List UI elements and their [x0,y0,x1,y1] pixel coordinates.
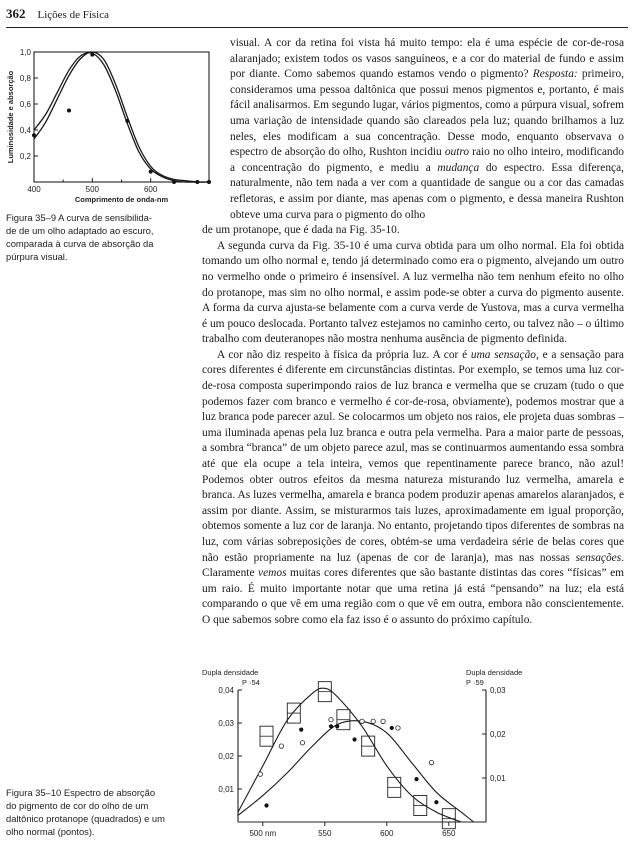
text-run: . Claramente [202,551,624,580]
running-header [6,5,628,28]
text-run: A segunda curva da Fig. 35-10 é uma curva obtida para um olho normal. Ela foi obtida tomando um olho normal e, tendo já determinado como era o pigmento, alvejando um outro no vermelho onde o primeiro é insensível. A luz vermelha não tem nenhum efeito no olho do protanope, mas sim no olho normal, e assim pode-se obter a curva do pigmento ausente. A forma da curva ajusta-se belamente com a curva verde de Yustova, mas a curva vermelha é um pouco deslocada. Portanto talvez estejamos no caminho certo, ou talvez não – o último trabalho com deuteranopes não mostra nenhuma ausência de pigmento definida. [202,239,624,346]
y-tick-label: 0,8 [19,74,31,83]
caption-line: Figura 35–9 A curva de sensibilida- [6,212,152,223]
italic-run: mudança [437,161,480,174]
data-point [67,109,71,113]
plot-frame [34,52,209,182]
open-dot [329,718,333,722]
open-dot [381,719,385,723]
italic-run: sensações [575,551,622,564]
data-point [149,170,153,174]
text-run: muitas cores diferentes que são bastante distintas das cores “físicas” em um raio. É muito importante notar que uma retina já está “pensando” na luz; ela está comparando o que vê em uma região com o que vê em outra, embora não conscientemente. O que sabemos sobre como ela faz isso é o assunto do próximo capítulo. [202,567,624,626]
left-axis-label: P ·54 [242,678,260,687]
running-title: Lições de Física [37,9,109,21]
x-tick-label: 500 nm [249,829,277,838]
open-dot [429,760,433,764]
x-axis-label: Comprimento de onda-nm [74,195,169,204]
normal-eye-dot [329,724,333,728]
normal-eye-dot [414,777,418,781]
data-point [195,180,199,184]
normal-eye-dot [299,728,303,732]
y-tick-label: 1,0 [19,48,31,57]
left-axis-title: Dupla densidade [202,668,259,677]
normal-eye-dot [352,737,356,741]
text-run: primeiro, consideramos uma pessoa daltônica que possui menos pigmentos e, portanto, é mais fácil analisarmos. Em segundo lugar, vários pigmentos, como a púrpura visual, sofrem uma variação de intensidade quando são clareados pela luz; quando brilhamos a luz neles, eles modificam a sua concentração. Desse modo, enquanto observava o espectro de absorção do olho, Rushton incidiu [230,68,625,159]
italic-run: outro [444,146,470,159]
series-line-0 [238,688,461,822]
right-y-tick-label: 0,01 [490,774,506,783]
figure-35-9-caption [6,211,216,263]
x-tick-label: 600 [143,185,158,194]
caption-line: púrpura visual. [6,251,68,262]
paragraph-tail: de um protanope, que é dada na Fig. 35-10. [202,224,400,237]
right-y-tick-label: 0,03 [490,686,506,695]
page-number: 362 [6,6,26,21]
left-y-tick-label: 0,04 [218,686,234,695]
x-tick-label: 550 [318,829,332,838]
data-point [172,180,176,184]
paragraph [202,348,624,629]
left-y-tick-label: 0,03 [218,719,234,728]
paragraph [202,239,624,348]
caption-line: daltônico protanope (quadrados) e um [6,813,165,824]
figure-35-9-chart [4,40,216,210]
text-run: raio no olho inteiro, modificando a concentração do pigmento, e mediu a [230,146,624,174]
main-text [202,36,625,629]
x-tick-label: 650 [442,829,456,838]
text-run: e a sensação para cores diferentes é diferente em circunstâncias distintas. Por exemplo, se temos uma luz cor-de-rosa composta superimpondo raios de luz branca e vermelha que se cruzam (tudo o que podemos fazer com branco e vermelho é cor-de-rosa, obviamente), podemos mostrar que a luz branca pode parecer azul. Se colocarmos um objeto nos raios, ele projeta duas sombras – uma iluminada apenas pela luz branca e outra pela vermelha. Para a maior parte de pessoas, a sombra “branca” de um objeto parece azul, mas se continuarmos aumentando essa sombra até que ela ocupe a tela inteira, vemos que repentinamente parece branco, não azul! Podemos obter outros efeitos da mesma natureza misturando luz vermelha, amarela e branca. As luzes vermelha, amarela e branca podem produzir apenas amarelos alaranjados, e assim por diante. Assim, se misturarmos tais luzes, aproximadamente em igual proporção, obtemos somente a luz cor de laranja. No entanto, projetando tipos diferentes de sombras na luz, com várias sobreposições de cores, obtém-se uma verdadeira série de belas cores que não estão propriamente na luz (apenas de cor de laranja), mas nas nossas [202,348,624,564]
open-dot [258,772,262,776]
series-line-1 [34,53,209,182]
open-dot [300,741,304,745]
y-axis-label: Luminosidade e absorção [6,70,15,164]
italic-run: Resposta: [532,68,578,81]
right-y-tick-label: 0,02 [490,730,506,739]
left-y-tick-label: 0,02 [218,752,234,761]
normal-eye-dot [390,726,394,730]
caption-line: do pigmento de cor do olho de um [6,800,149,811]
y-tick-label: 0,2 [19,152,31,161]
normal-eye-dot [434,800,438,804]
italic-run: vemos [258,567,287,580]
y-tick-label: 0,4 [19,126,31,135]
text-run: do espectro. Essa diferença, naturalmente, não tem nada a ver com a quantidade de sangue ou a cor das camadas refletoras, e assim por diante, mas apenas com o pigmento, e dessa maneira Rushton obteve uma curva para o pigmento do olho [230,161,624,221]
paragraph [230,36,624,223]
right-axis-label: P ·59 [466,678,484,687]
x-tick-label: 500 [85,185,100,194]
series-line-0 [34,52,209,182]
italic-run: uma sensação, [470,348,539,361]
data-point [32,133,36,137]
data-point [207,180,211,184]
caption-line: Figura 35–10 Espectro de absorção [6,787,156,798]
open-dot [279,744,283,748]
left-y-tick-label: 0,01 [218,785,234,794]
x-tick-label: 600 [380,829,394,838]
text-run: A cor não diz respeito à física da própria luz. A cor é [217,348,471,361]
right-axis-title: Dupla densidade [466,668,523,677]
data-point [125,119,129,123]
x-tick-label: 400 [27,185,41,194]
caption-line: comparada à curva de absorção da [6,238,154,249]
normal-eye-dot [264,803,268,807]
normal-eye-dot [335,724,339,728]
data-point [90,53,94,57]
caption-line: olho normal (pontos). [6,826,95,837]
text-run: visual. A cor da retina foi vista há muito tempo: ela é uma espécie de cor-de-rosa alaranjado; existem todos os vasos sanguíneos, e a cor do material de fundo e assim por diante. Como sabemos quando estamos vendo o pigmento? [230,37,624,81]
open-dot [371,719,375,723]
caption-line: de de um olho adaptado ao escuro, [6,225,154,236]
open-dot [360,719,364,723]
figure-35-10-caption [6,786,206,838]
open-dot [396,726,400,730]
y-tick-label: 0,6 [19,100,31,109]
figure-35-10-chart [196,665,530,845]
